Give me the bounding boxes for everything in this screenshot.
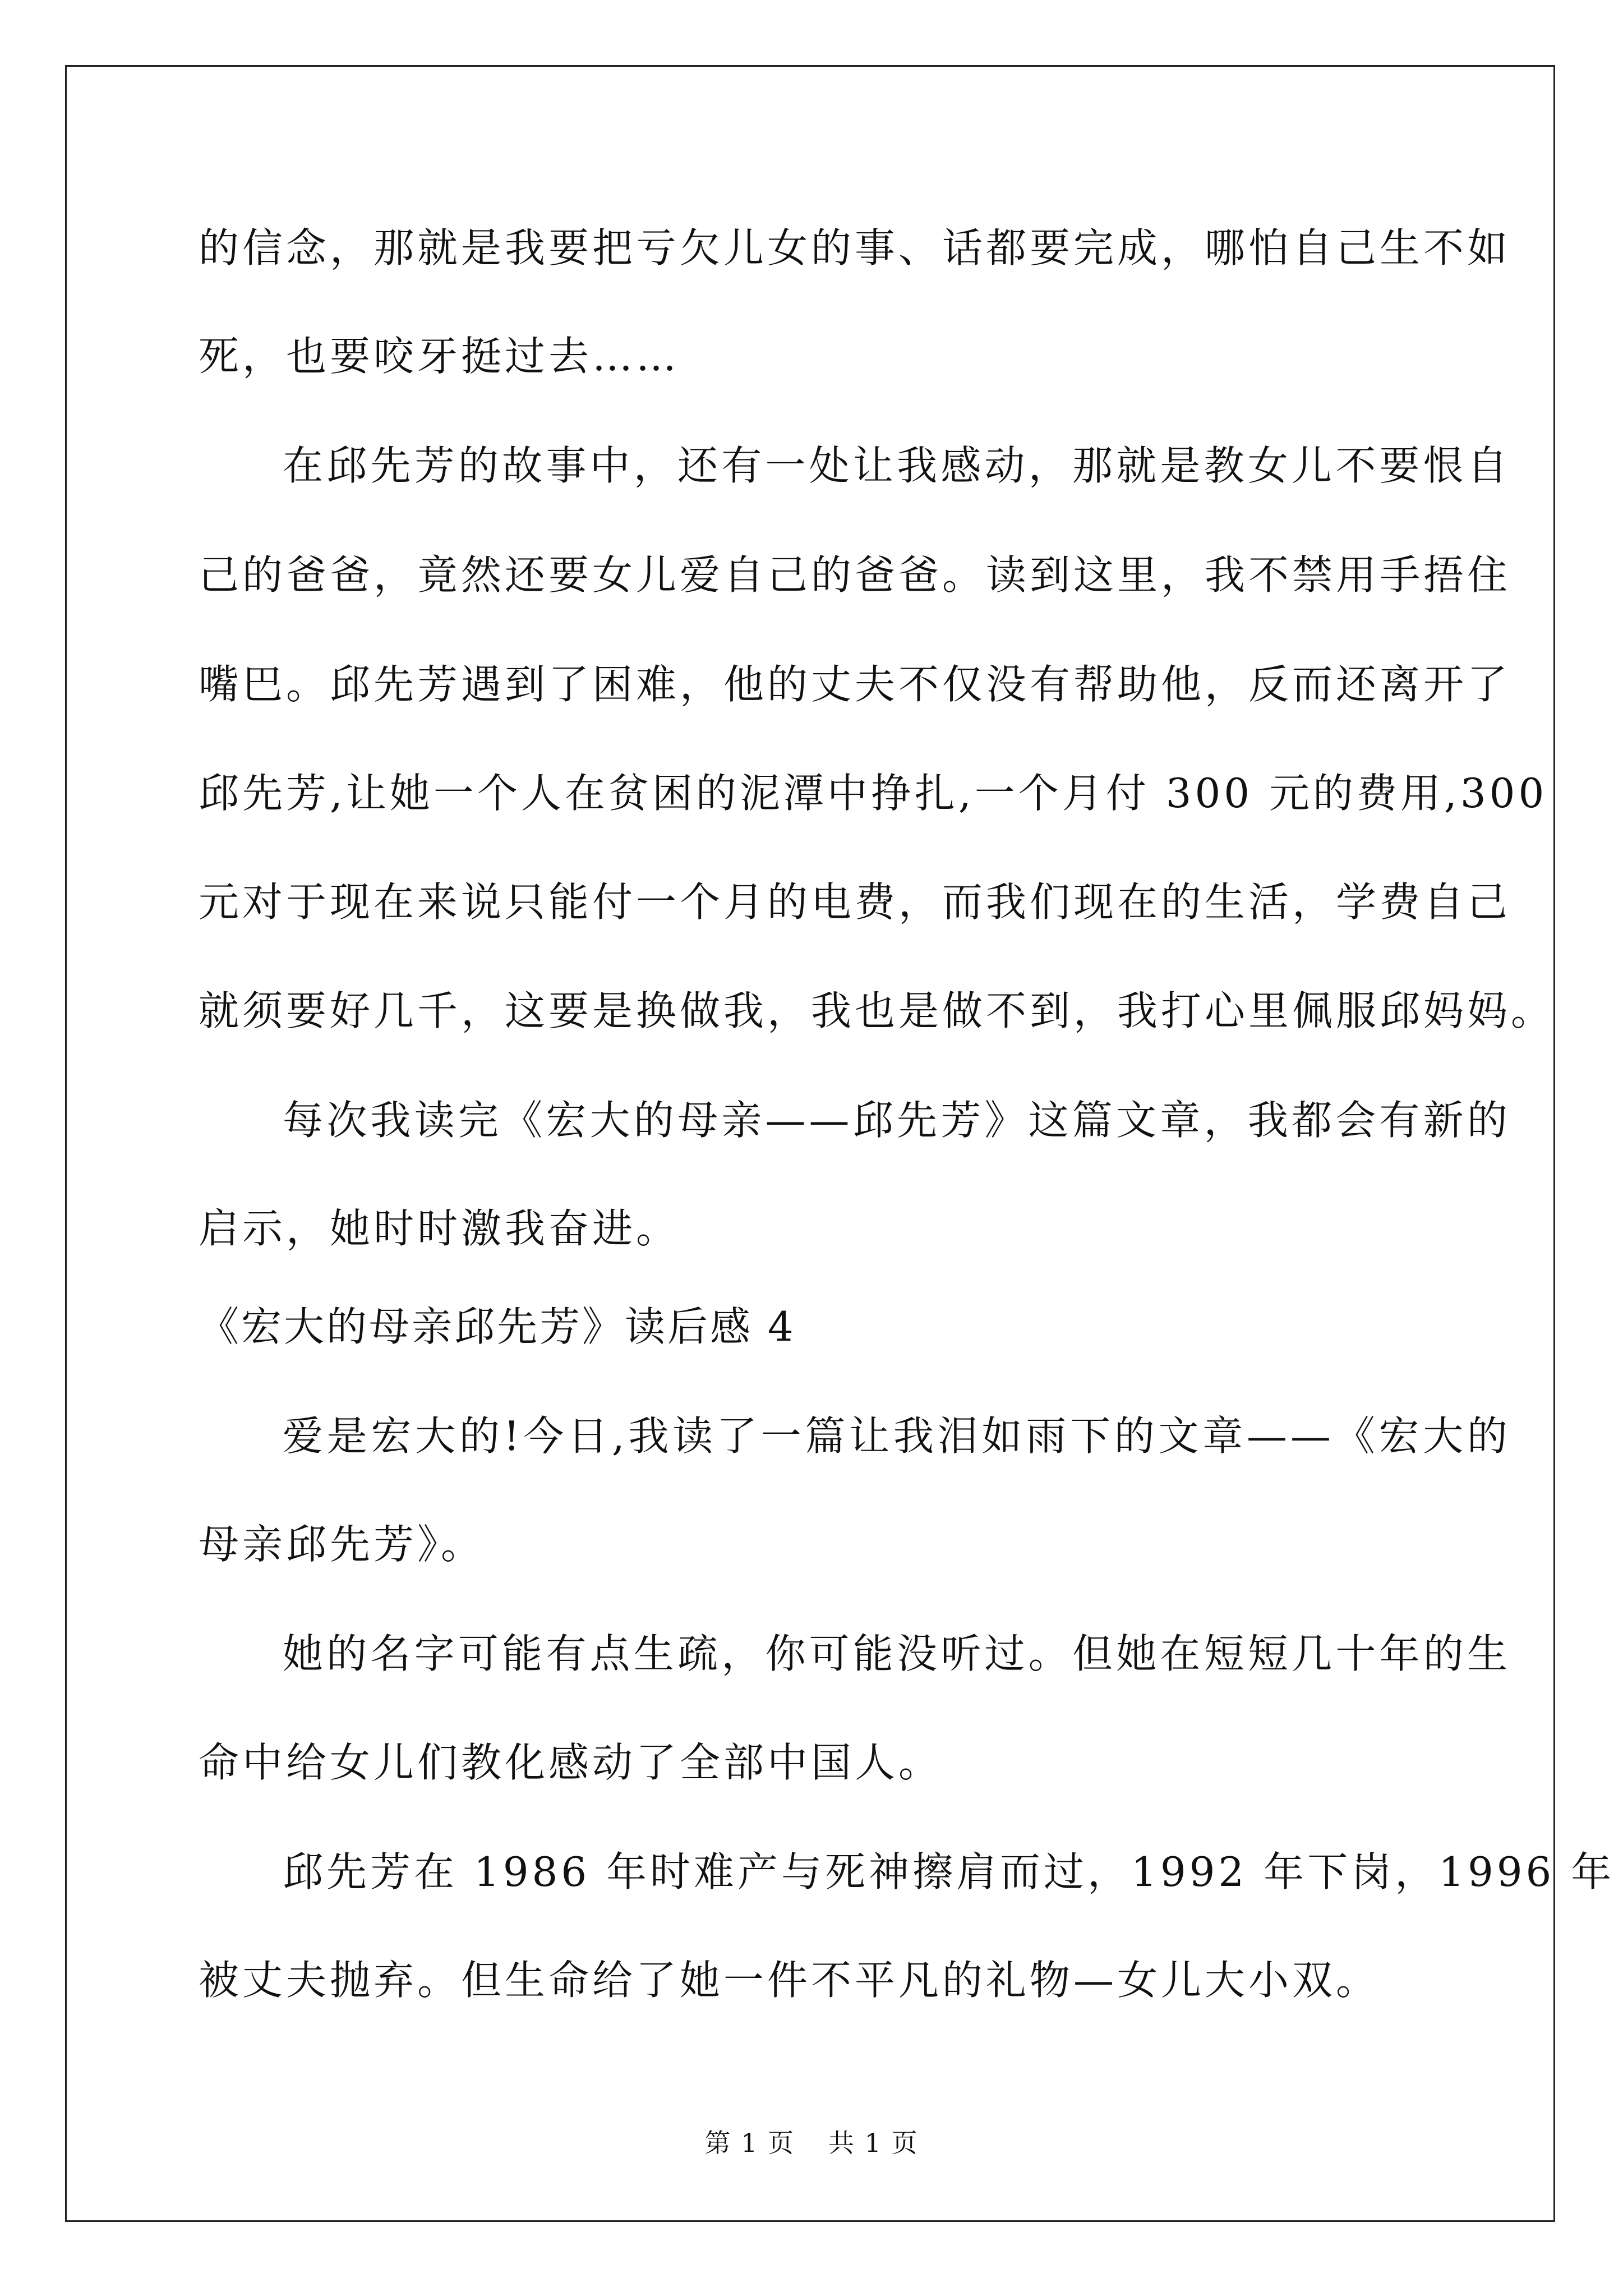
text-line: 母亲邱先芳》。 — [199, 1521, 485, 1568]
text-line: 每次我读完《宏大的母亲——邱先芳》这篇文章，我都会有新的 — [283, 1097, 1511, 1144]
text-line: 嘴巴。邱先芳遇到了困难，他的丈夫不仅没有帮助他，反而还离开了 — [199, 661, 1511, 708]
text-line: 被丈夫抛弃。但生命给了她一件不平凡的礼物—女儿大小双。 — [199, 1957, 1380, 2004]
text-line: 爱是宏大的!今日,我读了一篇让我泪如雨下的文章——《宏大的 — [283, 1412, 1511, 1460]
text-line: 就须要好几千，这要是换做我，我也是做不到，我打心里佩服邱妈妈。 — [199, 987, 1555, 1034]
text-line: 的信念，那就是我要把亏欠儿女的事、话都要完成，哪怕自己生不如 — [199, 224, 1511, 272]
text-line: 己的爸爸，竟然还要女儿爱自己的爸爸。读到这里，我不禁用手捂住 — [199, 551, 1511, 599]
page-number: 第 1 页 — [704, 2128, 795, 2158]
text-line: 在邱先芳的故事中，还有一处让我感动，那就是教女儿不要恨自 — [283, 442, 1511, 489]
text-line: 命中给女儿们教化感动了全部中国人。 — [199, 1739, 943, 1786]
page-total: 共 1 页 — [828, 2128, 919, 2158]
text-line: 她的名字可能有点生疏，你可能没听过。但她在短短几十年的生 — [283, 1630, 1511, 1677]
page-footer — [0, 2126, 1623, 2160]
section-heading: 《宏大的母亲邱先芳》读后感 4 — [199, 1303, 796, 1350]
text-line: 死，也要咬牙挺过去…… — [199, 333, 680, 380]
text-line: 启示，她时时激我奋进。 — [199, 1205, 680, 1252]
text-line: 元对于现在来说只能付一个月的电费，而我们现在的生活，学费自己 — [199, 878, 1511, 926]
text-line: 邱先芳在 1986 年时难产与死神擦肩而过，1992 年下岗，1996 年 — [283, 1848, 1615, 1895]
text-line: 邱先芳,让她一个人在贫困的泥潭中挣扎,一个月付 300 元的费用,300 — [199, 770, 1548, 817]
